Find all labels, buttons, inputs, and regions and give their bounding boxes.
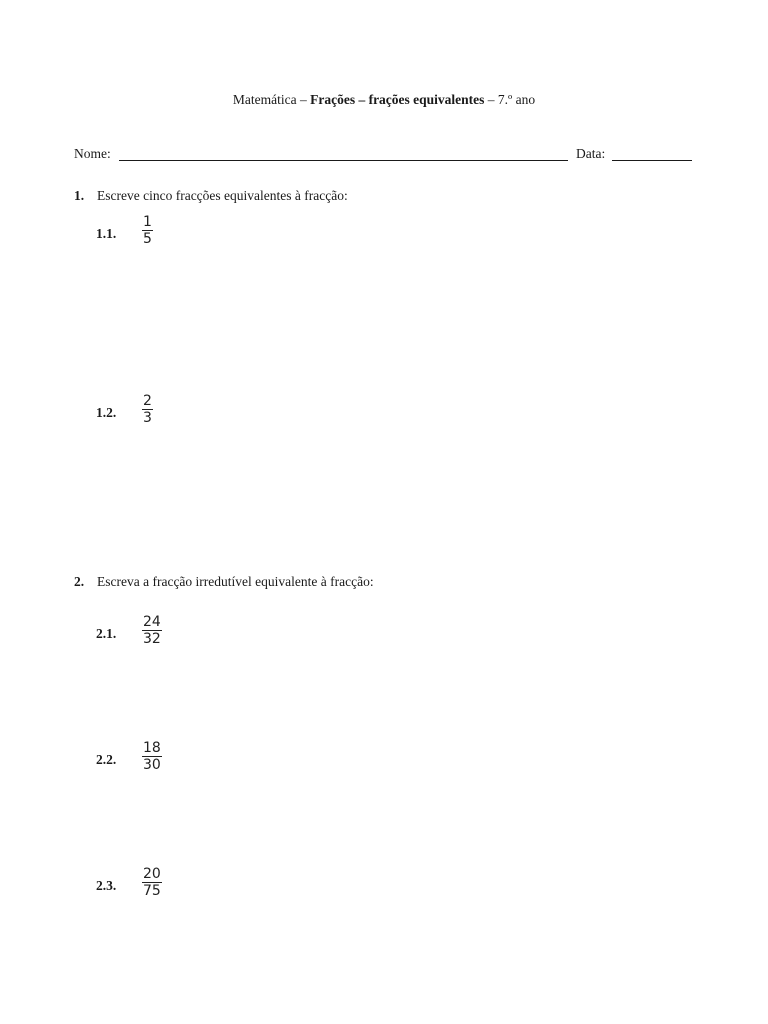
date-label: Data: (576, 146, 606, 161)
fraction-denominator: 75 (143, 883, 161, 899)
date-field[interactable] (612, 160, 692, 161)
fraction-numerator: 20 (143, 866, 161, 882)
fraction-numerator: 1 (143, 214, 152, 230)
student-header (74, 145, 694, 163)
name-label: Nome: (74, 146, 111, 161)
exercise-label: 2.1. (96, 626, 117, 641)
question-text: Escreva a fracção irredutível equivalente à fracção: (97, 574, 374, 589)
question-number: 2. (74, 574, 85, 589)
fraction (142, 393, 153, 426)
fraction (142, 214, 153, 247)
fraction-denominator: 32 (143, 631, 161, 647)
question-2 (74, 573, 374, 591)
title-prefix: Matemática – (232, 92, 311, 107)
fraction-numerator: 18 (143, 740, 161, 756)
fraction-denominator: 3 (143, 410, 152, 426)
fraction (142, 614, 162, 647)
title-topic: Frações – frações equivalentes (310, 92, 485, 107)
fraction-denominator: 30 (143, 757, 161, 773)
fraction-denominator: 5 (143, 231, 152, 247)
fraction-numerator: 24 (143, 614, 161, 630)
question-number: 1. (74, 188, 85, 203)
exercise-label: 1.1. (96, 226, 117, 241)
fraction (142, 866, 162, 899)
name-field[interactable] (119, 160, 568, 161)
exercise-label: 2.2. (96, 752, 117, 767)
fraction-numerator: 2 (143, 393, 152, 409)
title-suffix: – 7.º ano (484, 92, 536, 107)
question-text: Escreve cinco fracções equivalentes à fracção: (97, 188, 348, 203)
fraction (142, 740, 162, 773)
page-title (0, 91, 768, 109)
exercise-label: 1.2. (96, 405, 117, 420)
exercise-label: 2.3. (96, 878, 117, 893)
question-1 (74, 187, 348, 205)
